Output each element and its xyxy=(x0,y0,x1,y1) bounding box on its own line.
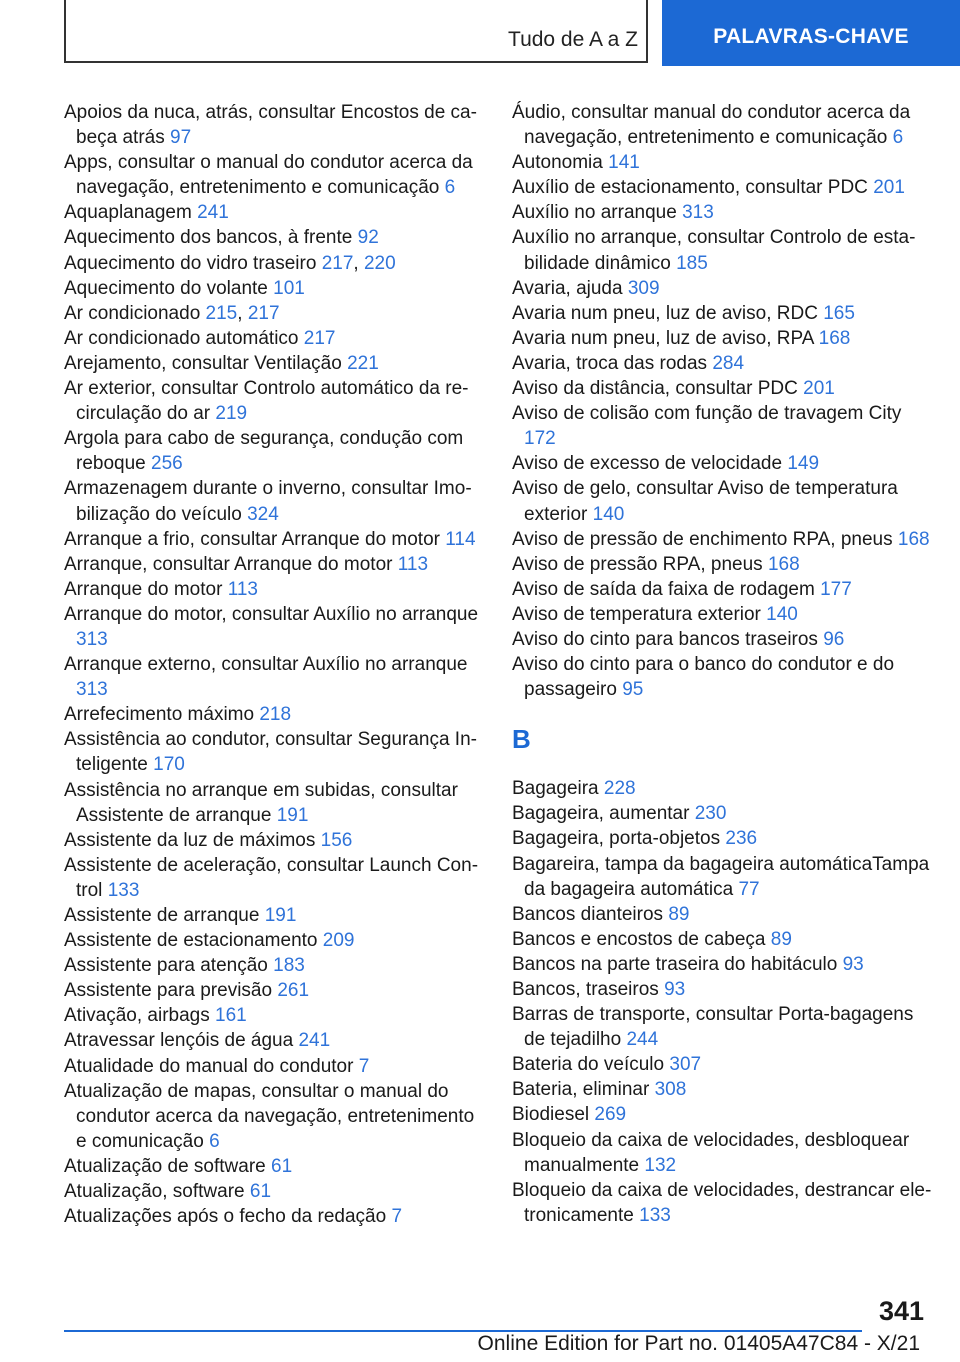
page-link[interactable]: 217 xyxy=(247,302,280,324)
page-link[interactable]: 168 xyxy=(818,327,851,349)
index-entry xyxy=(512,376,932,401)
page-link[interactable]: 228 xyxy=(603,778,636,800)
index-entry xyxy=(64,1204,484,1229)
index-entry xyxy=(64,1054,484,1079)
page-link[interactable]: 217 xyxy=(303,327,336,349)
entry-term: Avaria num pneu, luz de aviso, RPA xyxy=(512,327,814,349)
page-link[interactable]: 241 xyxy=(197,202,229,224)
page-link[interactable]: 140 xyxy=(766,603,798,625)
entry-term: Assistência ao condutor, consultar Segurança Inteligente xyxy=(64,729,477,776)
page-link[interactable]: 77 xyxy=(738,878,760,900)
entry-term: Atualizações após o fecho da redação xyxy=(64,1206,387,1228)
page-link[interactable]: 201 xyxy=(873,177,905,199)
page-link[interactable]: 7 xyxy=(391,1206,403,1228)
index-entry xyxy=(64,426,484,476)
entry-term: Avaria, ajuda xyxy=(512,277,623,299)
page-link[interactable]: 6 xyxy=(892,127,904,149)
index-entry xyxy=(512,1128,932,1178)
entry-term: Arejamento, consultar Ventilação xyxy=(64,352,342,374)
index-entry xyxy=(512,801,932,826)
page-link[interactable]: 133 xyxy=(107,879,140,901)
page-link[interactable]: 92 xyxy=(357,227,379,249)
page-link[interactable]: 168 xyxy=(897,528,930,550)
page-link[interactable]: 201 xyxy=(803,378,835,400)
index-entry xyxy=(512,401,932,451)
entry-term: Assistente da luz de máximos xyxy=(64,829,316,851)
index-entry xyxy=(512,326,932,351)
index-entry xyxy=(512,902,932,927)
page-link[interactable]: 141 xyxy=(608,152,640,174)
entry-term: Atualização de mapas, consultar o manual do condutor acerca da navegação, entretenimento e comunicação xyxy=(64,1080,475,1152)
index-entry xyxy=(512,652,932,702)
page-link[interactable]: 241 xyxy=(298,1030,331,1052)
entry-term: Bagageira, aumentar xyxy=(512,803,690,825)
entry-term: Arranque do motor xyxy=(64,578,223,600)
entry-term: Aviso de temperatura exterior xyxy=(512,603,761,625)
page-link[interactable]: 96 xyxy=(823,628,845,650)
index-entry xyxy=(512,602,932,627)
section-letter-b: B xyxy=(512,724,531,755)
index-entry xyxy=(64,1079,484,1154)
entry-term: Ar condicionado automático xyxy=(64,327,299,349)
page-link[interactable]: 6 xyxy=(209,1130,220,1152)
index-entry xyxy=(512,1102,932,1127)
index-entry xyxy=(512,1178,932,1228)
index-entry xyxy=(64,527,484,552)
entry-term: Assistente para previsão xyxy=(64,980,273,1002)
page-link[interactable]: 324 xyxy=(247,503,279,525)
entry-term: Assistência no arranque em subidas, consultar Assistente de arranque xyxy=(64,779,458,826)
page-link[interactable]: 256 xyxy=(151,453,183,475)
index-entry: Ar condicionado 215, 217 xyxy=(64,302,280,324)
index-entry xyxy=(512,776,932,801)
entry-term: Biodiesel xyxy=(512,1104,590,1126)
entry-term: Atualização de software xyxy=(64,1155,266,1177)
entry-term: Atravessar lençóis de água xyxy=(64,1030,294,1052)
page-link[interactable]: 313 xyxy=(682,202,714,224)
entry-term: Avaria num pneu, luz de aviso, RDC xyxy=(512,302,818,324)
page-link[interactable]: 269 xyxy=(594,1104,627,1126)
page-link[interactable]: 170 xyxy=(153,754,185,776)
entry-term: Assistente de arranque xyxy=(64,905,260,926)
entry-term: Auxílio de estacionamento, consultar PDC xyxy=(512,177,868,199)
entry-term: Aviso de gelo, consultar Aviso de temperatura exterior xyxy=(512,478,898,525)
entry-term: Aviso de pressão de enchimento RPA, pneus xyxy=(512,528,893,550)
entry-term: Bagageira, porta-objetos xyxy=(512,828,721,850)
page-link[interactable]: 61 xyxy=(271,1155,293,1177)
entry-term: Arranque, consultar Arranque do motor xyxy=(64,553,393,575)
page-link[interactable]: 261 xyxy=(277,980,310,1002)
page-link[interactable]: 191 xyxy=(264,905,297,926)
entry-term: Bancos dianteiros xyxy=(512,903,664,925)
page-link[interactable]: 89 xyxy=(770,928,792,950)
index-entry xyxy=(512,527,932,552)
keywords-tab[interactable]: PALAVRAS-CHAVE xyxy=(662,0,960,66)
entry-term: Aviso do cinto para bancos traseiros xyxy=(512,628,818,650)
index-entry xyxy=(64,100,484,150)
entry-term: Arranque a frio, consultar Arranque do motor xyxy=(64,528,440,550)
page-link[interactable]: 218 xyxy=(259,704,292,726)
page-link[interactable]: 309 xyxy=(627,277,660,299)
entry-term: Arrefecimento máximo xyxy=(64,704,255,726)
entry-term: Armazenagem durante o inverno, consultar Imobilização do veículo xyxy=(64,478,472,525)
page-link[interactable]: 113 xyxy=(397,553,429,575)
entry-term: Ar exterior, consultar Controlo automático da recirculação do ar xyxy=(64,378,469,425)
index-entry xyxy=(512,852,932,902)
page-link[interactable]: 93 xyxy=(664,979,686,1000)
header xyxy=(0,0,960,66)
entry-term: Avaria, troca das rodas xyxy=(512,352,708,374)
page-link[interactable]: 219 xyxy=(215,403,248,425)
entry-term: Bloqueio da caixa de velocidades, destrancar eletronicamente xyxy=(512,1179,932,1226)
page-number: 341 xyxy=(878,1296,924,1326)
entry-term: Bateria do veículo xyxy=(512,1054,665,1076)
entry-term: Aviso de saída da faixa de rodagem xyxy=(512,578,815,600)
index-entry xyxy=(64,853,484,903)
page-link[interactable]: 133 xyxy=(639,1204,671,1226)
index-entry xyxy=(64,476,484,526)
index-entry xyxy=(512,150,932,175)
page-link[interactable]: 183 xyxy=(273,955,305,977)
index-entry xyxy=(64,150,484,200)
index-entry xyxy=(64,351,484,376)
index-entry xyxy=(64,225,484,250)
index-entry xyxy=(64,276,484,301)
index-entry xyxy=(64,928,484,953)
entry-term: Ar condicionado xyxy=(64,302,201,324)
index-entry xyxy=(512,552,932,577)
page-link[interactable]: 217 xyxy=(321,252,354,274)
index-entry xyxy=(64,326,484,351)
entry-term: Bateria, eliminar xyxy=(512,1079,650,1101)
index-entry xyxy=(512,276,932,301)
entry-term: Bancos e encostos de cabeça xyxy=(512,928,766,950)
entry-term: Aviso de colisão com função de travagem City xyxy=(512,403,902,425)
index-entry xyxy=(64,1003,484,1028)
page-link[interactable]: 140 xyxy=(592,503,625,525)
page-link[interactable]: 114 xyxy=(445,528,476,550)
page-link[interactable]: 6 xyxy=(444,177,456,199)
index-column-left xyxy=(64,100,484,1229)
index-entry xyxy=(512,1002,932,1052)
page-link[interactable]: 177 xyxy=(820,578,852,600)
page-link[interactable]: 156 xyxy=(320,829,353,851)
entry-term: Aviso de excesso de velocidade xyxy=(512,453,783,475)
entry-term: Ativação, airbags xyxy=(64,1005,210,1027)
index-entry xyxy=(512,627,932,652)
index-entry xyxy=(512,351,932,376)
entry-term: Áudio, consultar manual do condutor acerca da navegação, entretenimento e comunicação xyxy=(512,102,911,149)
entry-term: Arranque do motor, consultar Auxílio no arranque xyxy=(64,603,479,625)
page-link[interactable]: 284 xyxy=(712,352,745,374)
page-link[interactable]: 215 xyxy=(205,302,238,324)
entry-term: Bancos, traseiros xyxy=(512,979,659,1000)
index-entry xyxy=(64,1028,484,1053)
index-column-right xyxy=(512,100,932,1228)
index-entry xyxy=(64,727,484,777)
page-link[interactable]: 307 xyxy=(669,1054,702,1076)
index-entry xyxy=(64,953,484,978)
entry-term: Assistente de aceleração, consultar Launch Control xyxy=(64,854,479,901)
entry-term: Atualidade do manual do condutor xyxy=(64,1055,354,1077)
entry-term: Argola para cabo de segurança, condução com reboque xyxy=(64,428,464,475)
entry-term: Aquecimento do volante xyxy=(64,277,268,299)
page-link[interactable]: 132 xyxy=(644,1154,677,1176)
page-link[interactable]: 101 xyxy=(273,277,305,299)
entry-term: Atualização, software xyxy=(64,1181,245,1203)
index-entry xyxy=(64,978,484,1003)
entry-term: Arranque externo, consultar Auxílio no arranque xyxy=(64,654,468,676)
index-entry xyxy=(64,200,484,225)
page-link[interactable]: 61 xyxy=(249,1181,272,1203)
index-entry xyxy=(64,1154,484,1179)
entry-term: Apoios da nuca, atrás, consultar Encostos de cabeça atrás xyxy=(64,102,477,149)
index-entry xyxy=(512,1052,932,1077)
page-link[interactable]: 313 xyxy=(76,628,108,650)
index-entry xyxy=(512,826,932,851)
index-entry xyxy=(64,552,484,577)
page-link[interactable]: 185 xyxy=(676,252,708,274)
entry-term: Aquecimento dos bancos, à frente xyxy=(64,227,353,249)
index-group-b xyxy=(512,776,932,1228)
page-link[interactable]: 93 xyxy=(842,953,864,975)
page-link[interactable]: 113 xyxy=(227,578,258,600)
entry-term: Bancos na parte traseira do habitáculo xyxy=(512,953,838,975)
index-entry xyxy=(64,702,484,727)
index-entry: Aquecimento do vidro traseiro 217, 220 xyxy=(64,252,396,274)
index-entry xyxy=(512,577,932,602)
page-link[interactable]: 168 xyxy=(767,553,800,575)
section-tab-label[interactable]: Tudo de A a Z xyxy=(508,28,638,51)
entry-term: Aquaplanagem xyxy=(64,202,192,224)
page-link[interactable]: 308 xyxy=(654,1079,687,1101)
page-link[interactable]: 209 xyxy=(322,930,355,952)
entry-term: Aviso da distância, consultar PDC xyxy=(512,378,798,400)
index-entry xyxy=(512,451,932,476)
index-entry xyxy=(64,903,484,928)
page-link[interactable]: 7 xyxy=(358,1055,370,1077)
index-entry xyxy=(64,1179,484,1204)
entry-term: Bagageira xyxy=(512,778,599,800)
entry-term: Aviso do cinto para o banco do condutor e do passageiro xyxy=(512,654,895,701)
page-link[interactable]: 97 xyxy=(170,127,192,149)
index-group-a xyxy=(512,100,932,702)
index-entry xyxy=(64,602,484,652)
index-entry xyxy=(64,376,484,426)
page-link[interactable]: 165 xyxy=(823,302,855,324)
page-link[interactable]: 244 xyxy=(626,1029,659,1051)
entry-term: Bagareira, tampa da bagageira automáticaTampa da bagageira automática xyxy=(512,853,930,900)
entry-term: Auxílio no arranque xyxy=(512,202,677,224)
index-entry xyxy=(512,1077,932,1102)
index-entry xyxy=(512,952,932,977)
entry-term: Assistente para atenção xyxy=(64,955,268,977)
page-link[interactable]: 221 xyxy=(347,352,379,374)
index-entry xyxy=(64,778,484,828)
page-link[interactable]: 230 xyxy=(694,803,727,825)
index-entry xyxy=(512,977,932,1002)
page-link[interactable]: 313 xyxy=(76,679,108,701)
page-link[interactable]: 220 xyxy=(363,252,396,274)
entry-term: Aquecimento do vidro traseiro xyxy=(64,252,317,274)
index-entry xyxy=(512,100,932,150)
entry-term: Barras de transporte, consultar Porta-bagagens de tejadilho xyxy=(512,1004,914,1051)
entry-term: Assistente de estacionamento xyxy=(64,930,318,952)
page-link[interactable]: 89 xyxy=(668,903,690,925)
index-entry xyxy=(512,476,932,526)
page-link[interactable]: 172 xyxy=(524,428,556,450)
page-link[interactable]: 191 xyxy=(276,804,309,826)
entry-term: Autonomia xyxy=(512,152,603,174)
entry-term: Bloqueio da caixa de velocidades, desbloquear manualmente xyxy=(512,1129,910,1176)
index-entry xyxy=(512,225,932,275)
entry-term: Aviso de pressão RPA, pneus xyxy=(512,553,763,575)
page-link[interactable]: 149 xyxy=(787,453,820,475)
index-entry xyxy=(64,577,484,602)
index-entry xyxy=(512,200,932,225)
index-entry xyxy=(512,301,932,326)
index-entry xyxy=(512,175,932,200)
index-entry xyxy=(512,927,932,952)
entry-term: Apps, consultar o manual do condutor acerca da navegação, entretenimento e comunicação xyxy=(64,152,473,199)
edition-note: Online Edition for Part no. 01405A47C84 - X/21 xyxy=(477,1332,920,1355)
index-entry xyxy=(64,828,484,853)
entry-term: Auxílio no arranque, consultar Controlo de estabilidade dinâmico xyxy=(512,227,916,274)
page-link[interactable]: 95 xyxy=(622,679,644,701)
page-link[interactable]: 236 xyxy=(725,828,758,850)
index-entry xyxy=(64,652,484,702)
page-link[interactable]: 161 xyxy=(215,1005,247,1027)
